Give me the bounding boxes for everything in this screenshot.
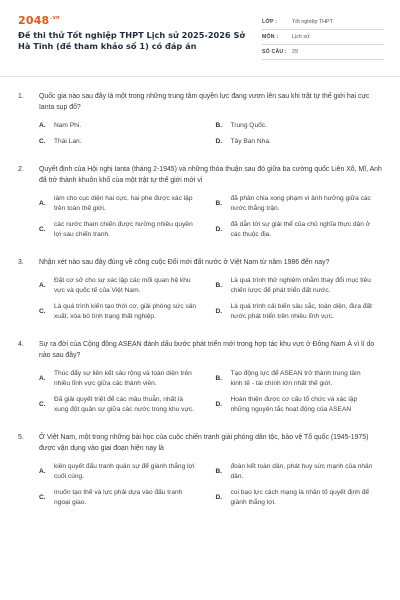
header-left [18,14,253,52]
answer-option-b[interactable] [216,194,385,214]
option-letter: A. [39,375,46,382]
answer-option-a[interactable] [39,462,208,482]
exam-header [18,14,384,60]
info-value: Lịch sử [292,34,310,40]
question-text: Nhận xét nào sau đây đúng về công cuộc Đổi mới đất nước ở Việt Nam từ năm 1986 đến nay? [39,259,330,266]
option-letter: A. [39,282,46,289]
answer-option-d[interactable] [216,220,385,240]
answer-option-b[interactable] [216,462,385,482]
option-text: Tạo động lực để ASEAN trở thành trung tâm kinh tế - tài chính lớn nhất thế giới. [230,370,361,387]
answer-option-a[interactable] [39,276,208,296]
option-letter: C. [39,494,46,501]
option-letter: A. [39,122,46,129]
option-text: Thúc đẩy sự liên kết sâu rộng và toàn diện trên nhiều lĩnh vực giữa các thành viên. [54,370,192,387]
option-letter: B. [215,200,223,207]
option-letter: C. [39,308,46,315]
option-letter: C. [39,138,46,145]
info-row-class [262,15,384,30]
option-text: Nam Phi. [54,122,82,129]
option-text: Thái Lan. [54,138,82,145]
exam-title: Đề thi thử Tốt nghiệp THPT Lịch sử 2025-2026 Sở Hà Tĩnh (đề tham khảo số 1) có đáp án [18,30,245,51]
option-text: Là quá trình kiến tạo thời cơ, giải phóng sức sản xuất, xóa bỏ tình trạng thất nghiệp. [54,303,197,320]
info-row-question-count [262,45,384,60]
answer-option-c[interactable] [39,395,208,415]
option-letter: A. [39,200,46,207]
answer-option-c[interactable] [39,302,208,322]
answer-option-d[interactable] [216,488,385,508]
answer-options [18,369,384,415]
question-text: Ở Việt Nam, một trong những bài học của cuộc chiến tranh giải phóng dân tộc, bảo vệ Tổ quốc (1945-1975) được vận dụng vào giai đoạn hiện nay là [39,434,369,452]
answer-options [18,121,384,147]
answer-option-d[interactable] [216,137,385,147]
logo-text: 2048 [18,14,50,27]
answer-option-b[interactable] [216,369,385,389]
logo-suffix: .vn [50,15,60,22]
answer-option-a[interactable] [39,194,208,214]
answer-option-b[interactable] [216,121,385,131]
answer-options [18,194,384,240]
answer-option-b[interactable] [216,276,385,296]
option-text: Đặt cơ sở cho sự xác lập các mối quan hệ khu vực và quốc tế của Việt Nam. [54,277,191,294]
question-item [18,257,384,322]
option-text: Tây Ban Nha. [230,138,271,145]
info-label: LỚP : [262,19,278,25]
answer-option-a[interactable] [39,369,208,389]
answer-options [18,276,384,322]
option-letter: C. [39,401,46,408]
question-item [18,91,384,147]
question-item [18,164,384,240]
option-letter: A. [39,468,46,475]
answer-options [18,462,384,508]
question-list [18,91,384,508]
option-text: Hoàn thiện được cơ cấu tổ chức và xác lập những nguyên tắc hoạt động của ASEAN [230,396,358,413]
option-text: Đã giải quyết triệt để các mâu thuẫn, nhất là xung đột quân sự giữa các nước trong khu vực. [54,396,195,413]
option-letter: B. [215,282,223,289]
option-text: Trung Quốc. [230,122,267,129]
option-letter: B. [215,375,223,382]
question-text: Quốc gia nào sau đây là một trong những trung tâm quyền lực đang vươn lên sau khi trật tự thế giới hai cực Ianta sụp đổ? [39,93,370,111]
info-value: 29 [292,49,298,55]
option-text: đã phân chia xong phạm vi ảnh hưởng giữa các nước thắng trận. [230,195,371,212]
option-letter: D. [215,226,223,233]
question-number: 2. [18,166,24,173]
question-text: Quyết định của Hội nghị Ianta (tháng 2-1945) và những thỏa thuận sau đó giữa ba cường quốc Liên Xô, Mĩ, Anh đã trở thành khuôn khổ của một trật tự thế giới mới vì [39,166,382,184]
option-letter: B. [215,468,223,475]
answer-option-c[interactable] [39,220,208,240]
option-letter: C. [39,226,46,233]
option-text: đã dẫn tới sự giải thể của chủ nghĩa thực dân ở các thuộc địa. [230,221,371,238]
question-item [18,432,384,508]
info-label: MÔN : [262,34,279,40]
question-number: 5. [18,434,24,441]
option-letter: D. [215,494,223,501]
option-text: Là quá trình thử nghiệm nhằm thay đổi mục tiêu chiến lược để phát triển đất nước. [230,277,371,294]
site-logo[interactable] [18,14,253,27]
option-letter: D. [215,401,223,408]
option-letter: D. [215,308,223,315]
option-letter: B. [215,122,223,129]
question-text: Sự ra đời của Cộng đồng ASEAN đánh dấu bước phát triển mới trong hợp tác khu vực ở Đông Nam Á vì lí do nào sau đây? [39,341,375,359]
answer-option-c[interactable] [39,137,208,147]
option-text: kiên quyết đấu tranh quân sự để giành thắng lợi cuối cùng. [54,463,195,480]
info-row-subject [262,30,384,45]
question-number: 4. [18,341,24,348]
answer-option-c[interactable] [39,488,208,508]
answer-option-a[interactable] [39,121,208,131]
question-number: 1. [18,93,24,100]
exam-info-table [262,15,384,60]
question-item [18,339,384,415]
option-text: muốn tạo thế và lực phải dựa vào đấu tranh ngoại giao. [54,489,183,506]
option-text: coi bạo lực cách mạng là nhân tố quyết định để giành thắng lợi. [230,489,370,506]
option-text: các nước tham chiến được hưởng nhiều quyền lợi sau chiến tranh. [54,221,193,238]
info-value: Tốt nghiệp THPT [292,19,333,25]
info-label: SỐ CÂU : [262,49,287,55]
question-number: 3. [18,259,24,266]
option-text: đoàn kết toàn dân, phát huy sức mạnh của nhân dân. [230,463,373,480]
option-text: Là quá trình cải biến sâu sắc, toàn diện, đưa đất nước phát triển trên nhiều lĩnh vực. [230,303,373,320]
answer-option-d[interactable] [216,395,385,415]
header-divider [0,76,400,77]
option-text: làm cho cục diện hai cực, hai phe được xác lập trên toàn thế giới. [54,195,193,212]
option-letter: D. [215,138,223,145]
answer-option-d[interactable] [216,302,385,322]
